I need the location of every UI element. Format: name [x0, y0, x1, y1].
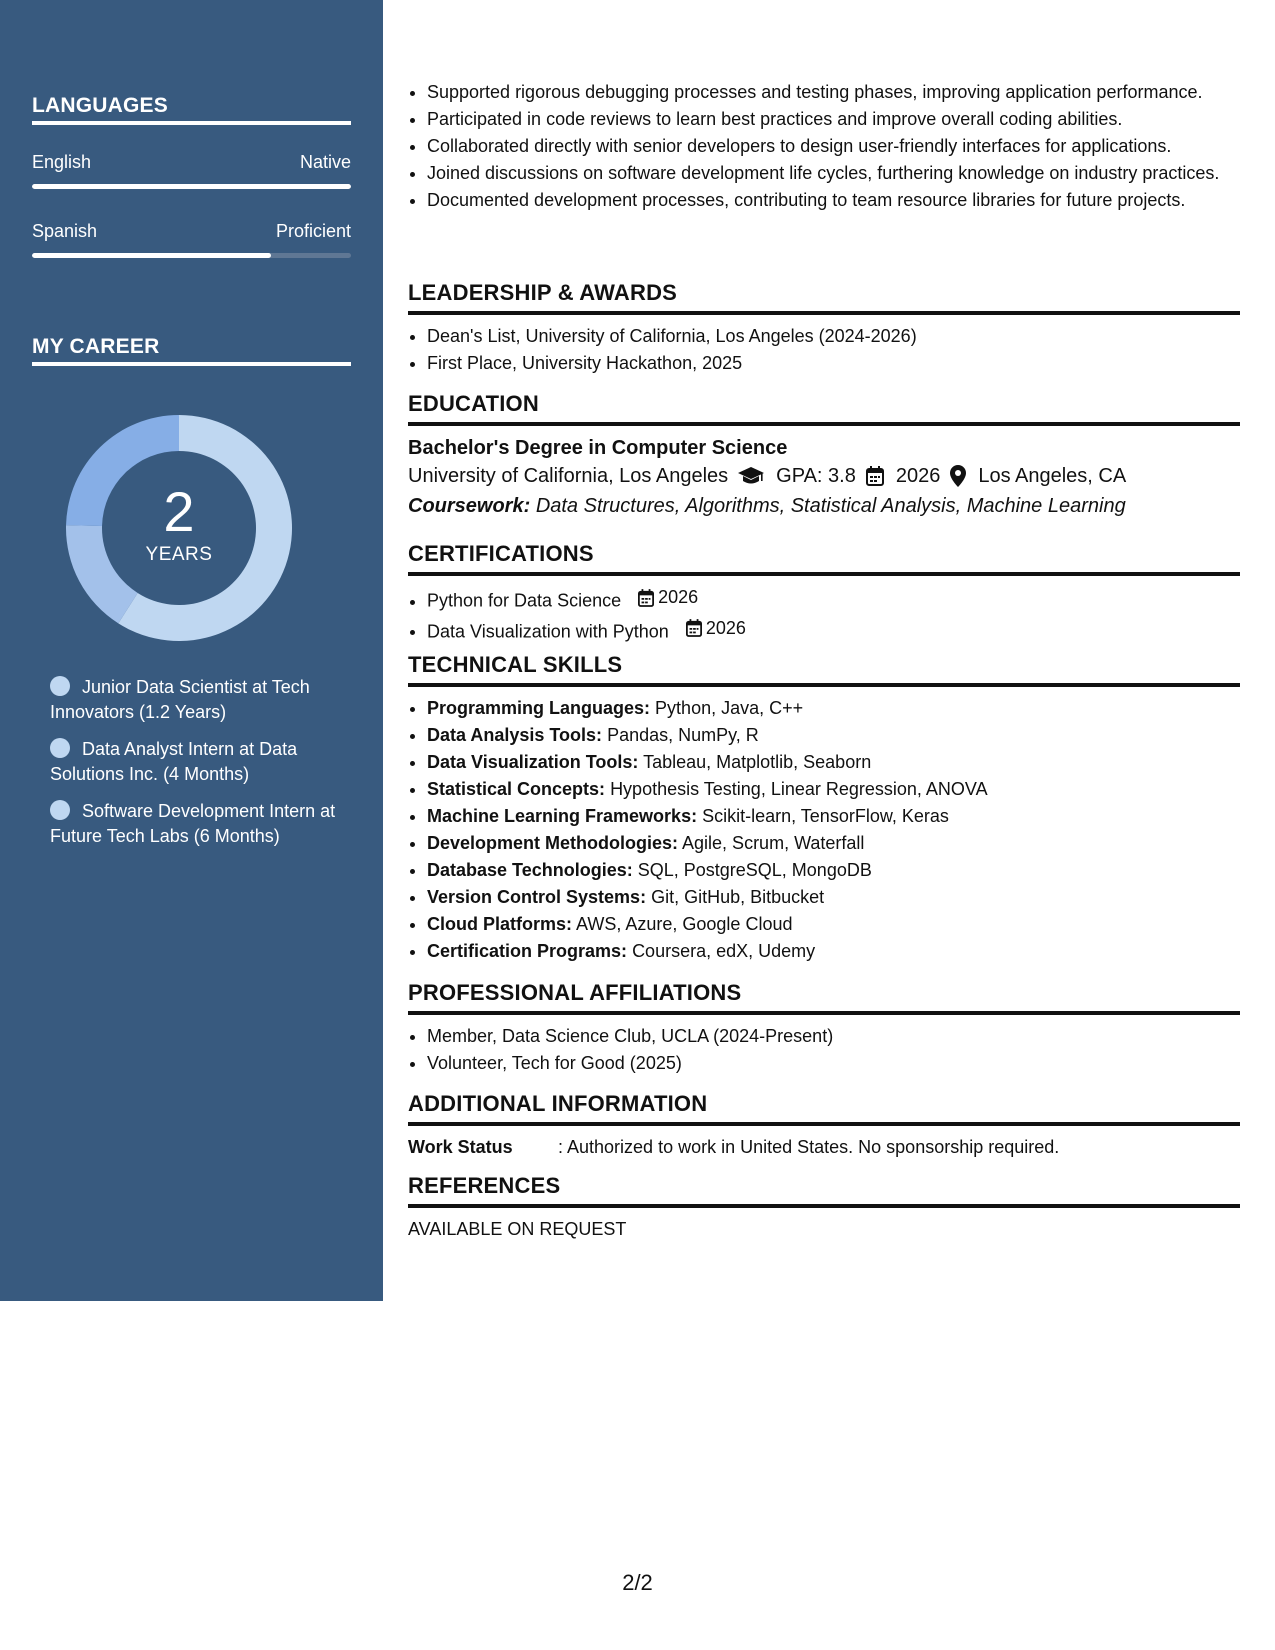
map-pin-icon [950, 465, 966, 487]
list-item: • Participated in code reviews to learn best practices and improve overall coding abilities. [427, 107, 1240, 132]
graduation-cap-icon [738, 467, 764, 485]
experience-bullets [408, 80, 1240, 215]
skill-label: Version Control Systems: [427, 887, 647, 907]
skill-item [427, 885, 1240, 910]
edu-gpa: GPA: 3.8 [776, 465, 856, 487]
skill-item [427, 804, 1240, 829]
language-row-english [32, 152, 351, 173]
skill-value: AWS, Azure, Google Cloud [576, 914, 793, 934]
language-bar-spanish [32, 253, 351, 258]
skill-label: Machine Learning Frameworks: [427, 806, 698, 826]
references-text: AVAILABLE ON REQUEST [408, 1219, 627, 1239]
career-item [50, 737, 340, 787]
leadership-section [408, 280, 1240, 378]
skill-item [427, 831, 1240, 856]
section-title: TECHNICAL SKILLS [408, 652, 1240, 687]
list-item: • Volunteer, Tech for Good (2025) [427, 1051, 1240, 1076]
references-section [408, 1173, 1240, 1242]
skill-value: Tableau, Matplotlib, Seaborn [643, 752, 872, 772]
skill-label: Data Visualization Tools: [427, 752, 639, 772]
list-item: • Joined discussions on software development life cycles, furthering knowledge on industry practices. [427, 161, 1240, 186]
career-item-text: Data Analyst Intern at Data Solutions Inc. (4 Months) [50, 739, 298, 784]
skill-item [427, 858, 1240, 883]
coursework-text: Data Structures, Algorithms, Statistical Analysis, Machine Learning [535, 495, 1126, 517]
language-name: English [32, 152, 92, 172]
skill-item [427, 723, 1240, 748]
skill-label: Data Analysis Tools: [427, 725, 603, 745]
work-status-row [408, 1135, 1240, 1160]
career-dot-icon [50, 800, 70, 820]
list-item [427, 616, 1240, 645]
language-bar-fill [32, 184, 351, 189]
skill-label: Programming Languages: [427, 698, 651, 718]
section-title: PROFESSIONAL AFFILIATIONS [408, 980, 1240, 1015]
section-title: ADDITIONAL INFORMATION [408, 1091, 1240, 1126]
skill-item [427, 912, 1240, 937]
language-name: Spanish [32, 221, 98, 241]
calendar-icon [686, 619, 702, 637]
calendar-icon [866, 466, 884, 486]
education-section [408, 391, 1240, 521]
affiliations-section [408, 980, 1240, 1078]
list-item: • Documented development processes, contributing to team resource libraries for future projects. [427, 188, 1240, 213]
edu-details [408, 461, 1240, 491]
cert-name: Data Visualization with Python [427, 621, 669, 641]
section-title: REFERENCES [408, 1173, 1240, 1208]
skill-item [427, 750, 1240, 775]
career-years-unit: YEARS [145, 544, 213, 565]
edu-school: University of California, Los Angeles [408, 465, 729, 487]
list-item [427, 585, 1240, 614]
skill-value: Pandas, NumPy, R [607, 725, 759, 745]
skill-value: SQL, PostgreSQL, MongoDB [637, 860, 872, 880]
sidebar [0, 0, 383, 1301]
languages-heading: LANGUAGES [32, 94, 351, 125]
list-item: • Member, Data Science Club, UCLA (2024-Present) [427, 1024, 1240, 1049]
skill-label: Cloud Platforms: [427, 914, 573, 934]
edu-degree: Bachelor's Degree in Computer Science [408, 437, 788, 459]
skill-value: Coursera, edX, Udemy [632, 941, 816, 961]
skill-item [427, 939, 1240, 964]
language-level: Proficient [275, 221, 351, 241]
edu-location: Los Angeles, CA [978, 465, 1127, 487]
skill-label: Development Methodologies: [427, 833, 679, 853]
career-item [50, 799, 340, 849]
career-heading: MY CAREER [32, 335, 351, 366]
list-item: • Supported rigorous debugging processes and testing phases, improving application performance. [427, 80, 1240, 105]
section-title: EDUCATION [408, 391, 1240, 426]
section-title: LEADERSHIP & AWARDS [408, 280, 1240, 315]
work-status-label: Work Status [408, 1137, 513, 1157]
language-bar-fill [32, 253, 271, 258]
skill-item [427, 696, 1240, 721]
skill-item [427, 777, 1240, 802]
language-bar-english [32, 184, 351, 189]
career-dot-icon [50, 738, 70, 758]
skill-label: Database Technologies: [427, 860, 633, 880]
certifications-section [408, 541, 1240, 646]
cert-year: 2026 [705, 617, 746, 638]
career-years-value: 2 [163, 480, 195, 543]
additional-info-section [408, 1091, 1240, 1160]
skill-label: Certification Programs: [427, 941, 628, 961]
edu-coursework [408, 491, 1240, 521]
cert-year: 2026 [658, 587, 699, 607]
coursework-label: Coursework: [408, 495, 531, 517]
career-item [50, 675, 340, 725]
section-title: CERTIFICATIONS [408, 541, 1240, 576]
career-list [50, 675, 340, 861]
career-donut-chart [66, 415, 292, 641]
page-number: 2/2 [622, 1570, 653, 1595]
list-item: • Dean's List, University of California, Los Angeles (2024-2026) [427, 324, 1240, 349]
list-item: • First Place, University Hackathon, 2025 [427, 351, 1240, 376]
skill-value: Scikit-learn, TensorFlow, Keras [702, 806, 949, 826]
language-level: Native [299, 152, 351, 172]
skill-value: Hypothesis Testing, Linear Regression, ANOVA [610, 779, 988, 799]
skill-value: Agile, Scrum, Waterfall [682, 833, 865, 853]
list-item: • Collaborated directly with senior developers to design user-friendly interfaces for applications. [427, 134, 1240, 159]
career-item-text: Junior Data Scientist at Tech Innovators (1.2 Years) [50, 677, 310, 722]
skills-section [408, 652, 1240, 966]
calendar-icon [638, 589, 654, 607]
work-status-value: : Authorized to work in United States. No sponsorship required. [558, 1137, 1060, 1157]
skill-value: Git, GitHub, Bitbucket [651, 887, 825, 907]
edu-year: 2026 [895, 465, 941, 487]
language-row-spanish [32, 221, 351, 242]
career-dot-icon [50, 676, 70, 696]
skill-value: Python, Java, C++ [655, 698, 804, 718]
skill-label: Statistical Concepts: [427, 779, 606, 799]
cert-name: Python for Data Science [427, 590, 622, 611]
career-item-text: Software Development Intern at Future Tech Labs (6 Months) [50, 801, 336, 846]
